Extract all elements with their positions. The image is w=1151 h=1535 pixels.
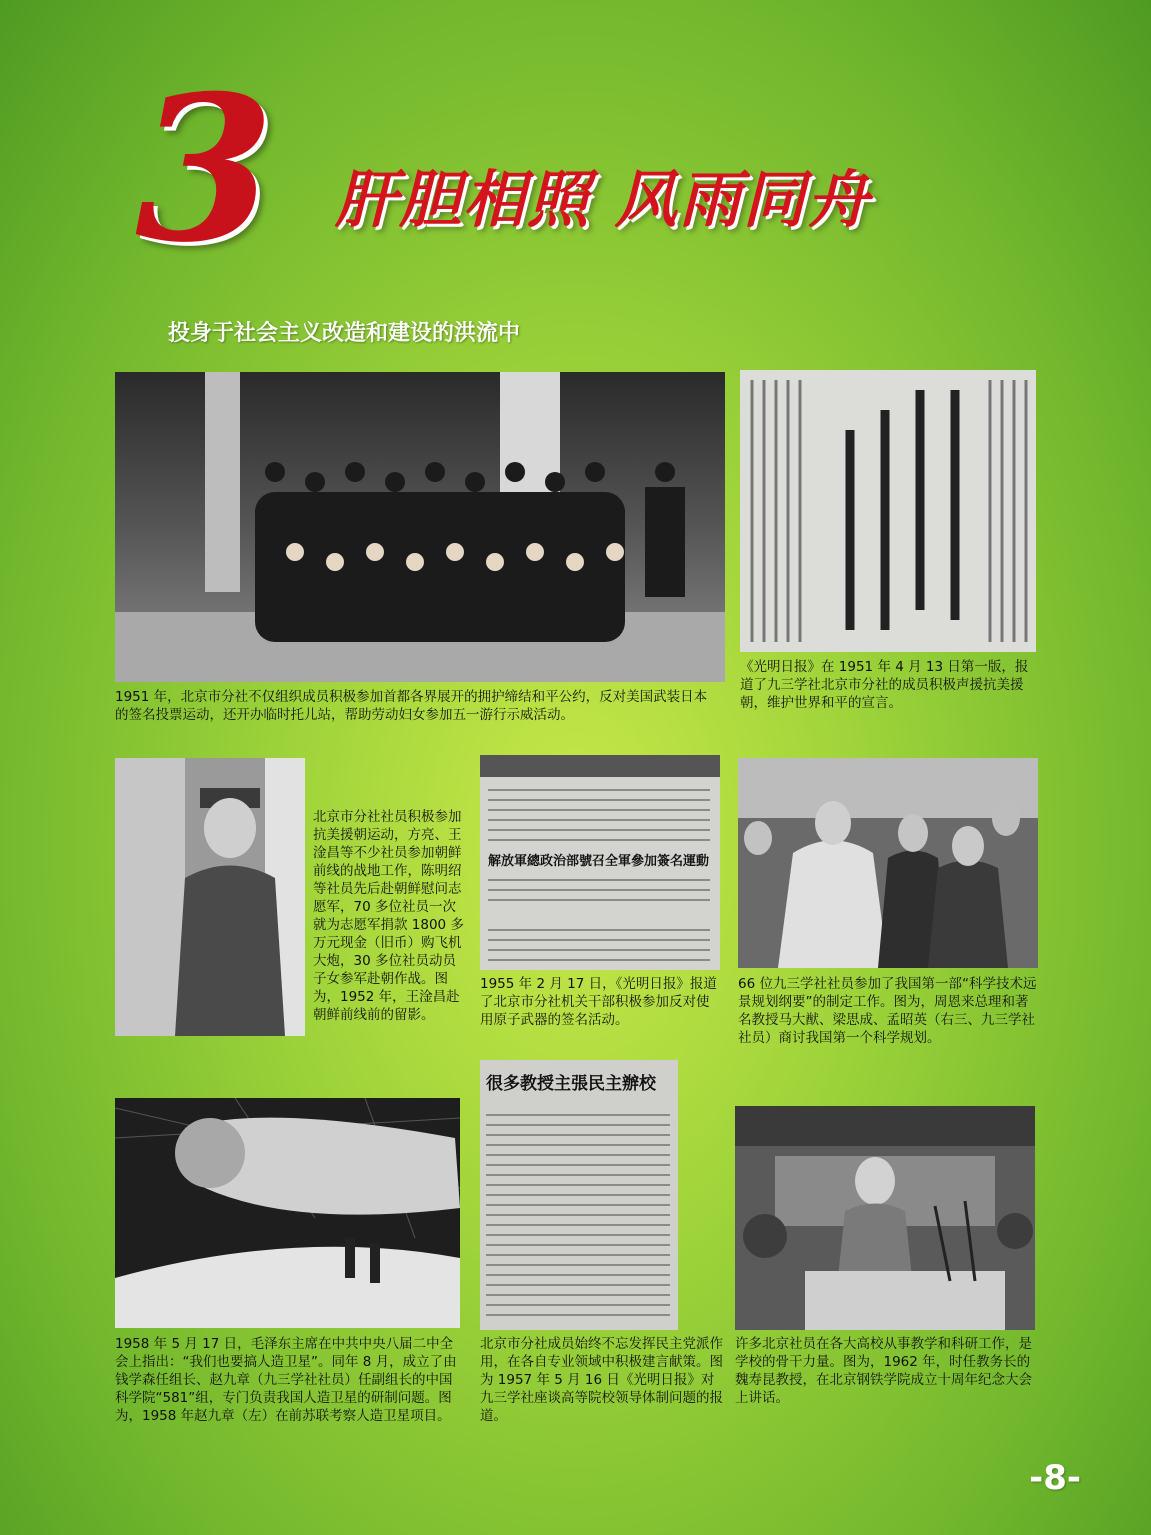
caption-zhou-enlai: 66 位九三学社社员参加了我国第一部“科学技术远景规划纲要”的制定工作。图为，周恩来总理和著名教授马大猷、梁思成、孟昭英（右三、九三学社社员）商讨我国第一个科学规划。 [738,976,1037,1046]
caption-newspaper-1955: 1955 年 2 月 17 日，《光明日报》报道了北京市分社机关干部积极参加反对使用原子武器的签名活动。 [480,976,717,1028]
newspaper-clipping-1957 [480,1060,678,1330]
portrait-wang-ganchang [115,758,305,1036]
newspaper-headline-1957: 很多教授主張民主辦校 [486,1074,656,1094]
caption-newspaper-1951: 《光明日报》在 1951 年 4 月 13 日第一版，报道了九三学社北京市分社的成员积极声援抗美援朝，维护世界和平的宣言。 [740,659,1029,711]
photo-satellite-exhibit [115,1098,460,1328]
newspaper-clipping-1955 [480,755,720,970]
section-subtitle: 投身于社会主义改造和建设的洪流中 [168,321,521,346]
page-title: 肝胆相照 风雨同舟 [335,163,871,236]
photo-zhou-enlai-meeting [738,758,1038,968]
section-number: 3 [135,52,275,287]
caption-newspaper-1957: 北京市分社成员始终不忘发挥民主党派作用，在各自专业领域中积极建言献策。图为 1957 年 5 月 16 日《光明日报》对九三学社座谈高等院校领导体制问题的报道。 [480,1336,723,1424]
caption-group-photo: 1951 年，北京市分社不仅组织成员积极参加首都各界展开的拥护缔结和平公约，反对美国武装日本的签名投票运动，还开办临时托儿站，帮助劳动妇女参加五一游行示威活动。 [115,689,708,723]
group-photo-1951 [115,372,725,682]
photo-wei-shoukun-speech [735,1106,1035,1330]
caption-wang-ganchang: 北京市分社社员积极参加抗美援朝运动，方亮、王淦昌等不少社员参加朝鲜前线的战地工作，陈明绍等社员先后赴朝鲜慰问志愿军，70 多位社员一次就为志愿军捐款 1800 多万元现金（旧币）购飞机大炮，30 多位社员动员子女参军赴朝作战。图为，1952 年，王淦昌赴朝鲜前线前的留影。 [313,809,464,1023]
caption-satellite: 1958 年 5 月 17 日，毛泽东主席在中共中央八届二中全会上指出：“我们也要搞人造卫星”。同年 8 月，成立了由钱学森任组长、赵九章（九三学社社员）任副组长的中国科学院“581”组，专门负责我国人造卫星的研制问题。图为，1958 年赵九章（左）在前苏联考察人造卫星项目。 [115,1336,457,1424]
caption-wei-shoukun: 许多北京社员在各大高校从事教学和科研工作，是学校的骨干力量。图为，1962 年，时任教务长的魏寿昆教授，在北京钢铁学院成立十周年纪念大会上讲话。 [735,1336,1032,1406]
newspaper-headline-1955: 解放軍總政治部號召全軍參加簽名運動 [488,854,710,869]
newspaper-clipping-1951 [740,370,1036,652]
page-number: -8- [1029,1458,1081,1498]
